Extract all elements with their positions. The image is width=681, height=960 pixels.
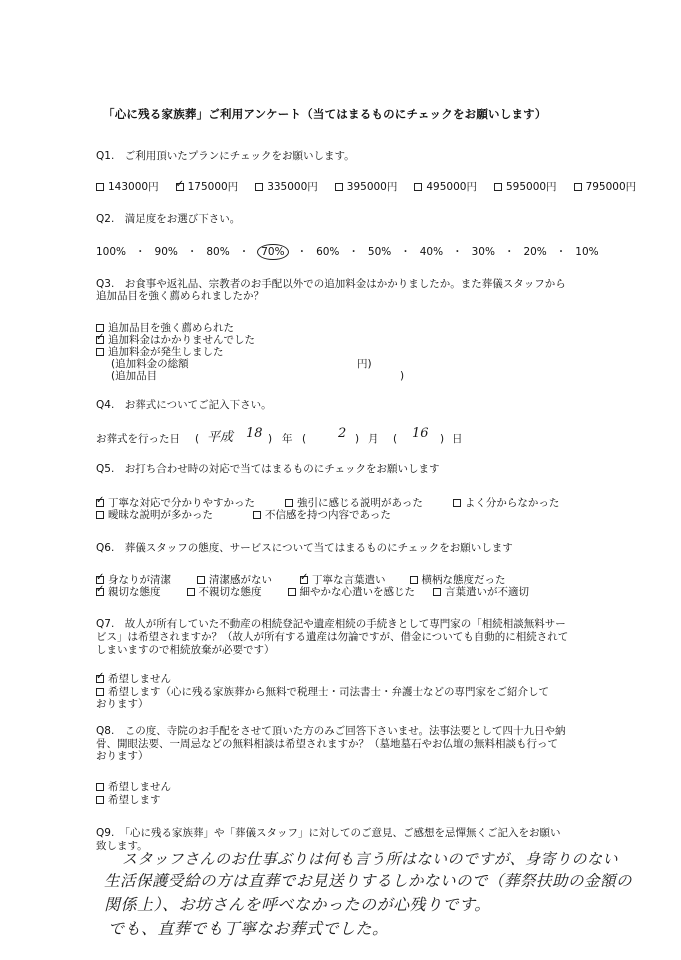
q8-option-2-label: 希望します bbox=[108, 794, 161, 806]
q2-scale-value[interactable]: 30% bbox=[471, 246, 495, 258]
q9-answer-line-4: でも、直葬でも丁寧なお葬式でした。 bbox=[108, 919, 389, 938]
q4-paren-close-1: ) bbox=[268, 433, 273, 445]
q9-question-line-2: 致します。 bbox=[96, 840, 148, 852]
q4-day-unit: 日 bbox=[452, 433, 463, 445]
checkbox[interactable] bbox=[253, 511, 261, 519]
checkbox-option[interactable] bbox=[253, 509, 391, 521]
checkbox-option[interactable] bbox=[96, 181, 159, 193]
checkbox[interactable] bbox=[453, 499, 461, 507]
q8-question-line-2: 骨、開眼法要、一周忌などの無料相談は希望されますか？（墓地墓石やお仏壇の無料相談も行って bbox=[96, 738, 558, 750]
checkbox-label: よく分からなかった bbox=[464, 497, 560, 509]
checkbox-label: 強引に感じる説明があった bbox=[297, 497, 423, 509]
q6-question: Q6. 葬儀スタッフの態度、サービスについて当てはまるものにチェックをお願いします bbox=[96, 542, 513, 554]
checkbox-label: 395000円 bbox=[346, 181, 398, 193]
q2-scale-separator: ・ bbox=[348, 246, 359, 258]
q4-paren-close-3: ) bbox=[440, 433, 445, 445]
q9-question-line-1: Q9. 「心に残る家族葬」や「葬儀スタッフ」に対してのご意見、ご感想を忌憚無くご記入をお願い bbox=[96, 827, 561, 839]
q7-question-line-3: しまいますので相続放棄が必要です） bbox=[96, 644, 275, 656]
checkbox-option[interactable] bbox=[285, 497, 423, 509]
checkbox[interactable] bbox=[255, 183, 263, 191]
checkbox-label: 丁寧な言葉遣い bbox=[312, 574, 386, 586]
checkbox[interactable] bbox=[96, 495, 105, 507]
checkbox[interactable] bbox=[494, 183, 502, 191]
checkbox-option[interactable] bbox=[494, 181, 557, 193]
checkbox[interactable] bbox=[300, 572, 309, 584]
q2-scale-value[interactable]: 60% bbox=[316, 246, 340, 258]
q4-era: 平成 bbox=[207, 430, 234, 445]
q4-month-unit: 月 bbox=[368, 433, 379, 445]
q7-question-line-2: ビス」は希望されますか？（故人が所有する遺産は勿論ですが、借金についても自動的に相続されて bbox=[96, 631, 569, 643]
checkbox[interactable] bbox=[187, 588, 195, 596]
checkbox-label: 言葉遣いが不適切 bbox=[445, 586, 529, 598]
check-mark-icon: ✓ bbox=[300, 572, 309, 583]
q7-option-1[interactable] bbox=[96, 673, 171, 685]
checkbox-option[interactable] bbox=[574, 181, 637, 193]
checkbox[interactable] bbox=[96, 783, 104, 791]
checkbox-option[interactable] bbox=[414, 181, 477, 193]
checkbox-label: 追加品目を強く薦められた bbox=[108, 322, 234, 334]
checkbox-label: 追加料金が発生しました bbox=[108, 346, 224, 358]
q4-paren-open-3: ( bbox=[393, 433, 398, 445]
q2-scale-value[interactable]: 40% bbox=[419, 246, 444, 258]
q5-question: Q5. お打ち合わせ時の対応で当てはまるものにチェックをお願いします bbox=[96, 463, 440, 475]
checkbox[interactable] bbox=[96, 584, 105, 596]
q2-scale-value[interactable]: 80% bbox=[206, 246, 230, 258]
checkbox-label: 追加料金はかかりませんでした bbox=[108, 334, 255, 346]
checkbox[interactable] bbox=[335, 183, 343, 191]
checkbox[interactable] bbox=[96, 332, 105, 344]
q4-paren-open-2: ( bbox=[302, 433, 307, 445]
check-mark-icon: ✓ bbox=[96, 671, 105, 682]
q2-scale-separator: ・ bbox=[400, 246, 411, 258]
q9-answer-line-3: 関係上）、お坊さんを呼べなかったのが心残りです。 bbox=[104, 895, 491, 914]
q4-year-unit: 年 bbox=[282, 433, 293, 445]
checkbox-label: 丁寧な対応で分かりやすかった bbox=[108, 497, 255, 509]
q4-date-label: お葬式を行った日 bbox=[96, 433, 180, 445]
q2-scale-separator: ・ bbox=[503, 246, 515, 258]
checkbox-label: 175000円 bbox=[187, 181, 239, 193]
q1-options bbox=[96, 181, 653, 193]
checkbox-option[interactable] bbox=[197, 574, 272, 586]
check-mark-icon: ✓ bbox=[175, 179, 184, 190]
q2-scale-separator: ・ bbox=[135, 246, 146, 258]
q3-option bbox=[96, 346, 255, 358]
checkbox[interactable] bbox=[574, 183, 582, 191]
q7-option-2-label: 希望します（心に残る家族葬から無料で税理士・司法書士・弁護士などの専門家をご紹介して bbox=[108, 686, 549, 698]
q2-scale-separator: ・ bbox=[238, 246, 250, 258]
q2-scale-value[interactable]: 50% bbox=[367, 246, 392, 258]
q6-row-1 bbox=[96, 574, 506, 586]
q9-answer-line-2: 生活保護受給の方は直葬でお見送りするしかないので（葬祭扶助の金額の bbox=[104, 872, 633, 890]
checkbox-label: 143000円 bbox=[108, 181, 159, 193]
checkbox[interactable] bbox=[288, 588, 296, 596]
q3-total-suffix: 円) bbox=[357, 358, 372, 370]
q8-option-1[interactable] bbox=[96, 781, 171, 793]
checkbox-label: 横柄な態度だった bbox=[421, 574, 506, 586]
q4-year: 18 bbox=[246, 426, 263, 441]
q2-scale-separator: ・ bbox=[555, 246, 567, 258]
checkbox[interactable] bbox=[96, 183, 104, 191]
checkbox-option[interactable] bbox=[255, 181, 318, 193]
checkbox-option[interactable] bbox=[96, 322, 234, 334]
checkbox-label: 不親切な態度 bbox=[198, 586, 262, 598]
q2-scale bbox=[96, 246, 599, 258]
checkbox-label: 親切な態度 bbox=[108, 586, 161, 598]
q7-option-2-line-2: おります） bbox=[96, 698, 149, 710]
q3-items-label: (追加品目 bbox=[111, 370, 158, 382]
q8-question-line-3: おります） bbox=[96, 750, 149, 762]
q7-option-2[interactable] bbox=[96, 686, 549, 698]
checkbox[interactable] bbox=[285, 499, 293, 507]
q2-scale-value[interactable]: 90% bbox=[154, 246, 178, 258]
q9-answer-line-1: スタッフさんのお仕事ぶりは何も言う所はないのですが、身寄りのない bbox=[122, 850, 619, 868]
q8-option-1-label: 希望しません bbox=[108, 781, 171, 793]
q3-option bbox=[96, 334, 255, 346]
checkbox-option[interactable] bbox=[176, 181, 239, 193]
q3-option bbox=[96, 322, 255, 334]
q4-question: Q4. お葬式についてご記入下さい。 bbox=[96, 399, 272, 411]
q4-day: 16 bbox=[412, 426, 429, 441]
q4-paren-open-1: ( bbox=[195, 433, 200, 445]
checkbox[interactable] bbox=[414, 183, 422, 191]
q3-question-line-2: 追加品目を強く薦められましたか？ bbox=[96, 290, 264, 302]
checkbox[interactable] bbox=[96, 796, 104, 804]
survey-title: 「心に残る家族葬」ご利用アンケート（当てはまるものにチェックをお願いします） bbox=[103, 107, 547, 121]
q3-options bbox=[96, 322, 255, 358]
checkbox[interactable] bbox=[96, 688, 104, 696]
q8-option-2[interactable] bbox=[96, 794, 161, 806]
checkbox[interactable] bbox=[410, 576, 418, 584]
q2-scale-value[interactable]: 70% bbox=[257, 244, 288, 260]
checkbox[interactable] bbox=[96, 511, 104, 519]
q3-question-line-1: Q3. お食事や返礼品、宗教者のお手配以外での追加料金はかかりましたか。また葬儀スタッフから bbox=[96, 278, 566, 290]
checkbox-label: 495000円 bbox=[426, 181, 477, 193]
checkbox-option[interactable] bbox=[96, 346, 224, 358]
q6-row-2 bbox=[96, 586, 529, 598]
checkbox[interactable] bbox=[197, 576, 205, 584]
check-mark-icon: ✓ bbox=[96, 495, 105, 506]
checkbox-label: 清潔感がない bbox=[209, 574, 272, 586]
check-mark-icon: ✓ bbox=[96, 584, 105, 595]
q5-row-2 bbox=[96, 509, 431, 521]
checkbox-option[interactable] bbox=[96, 497, 255, 509]
q2-scale-value[interactable]: 20% bbox=[523, 246, 547, 258]
checkbox-label: 795000円 bbox=[585, 181, 637, 193]
checkbox-option[interactable] bbox=[410, 574, 506, 586]
q7-question-line-1: Q7. 故人が所有していた不動産の相続登記や遺産相続の手続きとして専門家の「相続相談無料サー bbox=[96, 618, 566, 630]
q8-question-line-1: Q8. この度、寺院のお手配をさせて頂いた方のみご回答下さいませ。法事法要として四十九日や納 bbox=[96, 725, 566, 737]
checkbox[interactable] bbox=[433, 588, 441, 596]
checkbox-label: 曖昧な説明が多かった bbox=[108, 509, 213, 521]
check-mark-icon: ✓ bbox=[96, 572, 105, 583]
q3-total-label: (追加料金の総額 bbox=[111, 358, 189, 370]
q2-scale-separator: ・ bbox=[296, 246, 308, 258]
checkbox-label: 身なりが清潔 bbox=[108, 574, 171, 586]
check-mark-icon: ✓ bbox=[96, 332, 105, 343]
checkbox-label: 不信感を持つ内容であった bbox=[265, 509, 391, 521]
checkbox-option[interactable] bbox=[453, 497, 560, 509]
q5-row-1 bbox=[96, 497, 589, 509]
checkbox[interactable] bbox=[175, 179, 184, 191]
q2-scale-separator: ・ bbox=[186, 246, 198, 258]
checkbox-label: 細やかな心遣いを感じた bbox=[299, 586, 415, 598]
q4-month: 2 bbox=[338, 426, 347, 441]
checkbox-option[interactable] bbox=[96, 509, 213, 521]
q3-items-suffix: ) bbox=[400, 370, 405, 382]
checkbox-label: 335000円 bbox=[267, 181, 318, 193]
checkbox-option[interactable] bbox=[96, 334, 255, 346]
checkbox[interactable] bbox=[96, 671, 105, 683]
q1-question: Q1. ご利用頂いたプランにチェックをお願いします。 bbox=[96, 150, 355, 162]
checkbox-option[interactable] bbox=[96, 586, 161, 598]
q2-scale-separator: ・ bbox=[452, 246, 463, 258]
q7-option-1-label: 希望しません bbox=[108, 673, 171, 685]
q2-question: Q2. 満足度をお選び下さい。 bbox=[96, 213, 241, 225]
q4-paren-close-2: ) bbox=[355, 433, 360, 445]
checkbox-label: 595000円 bbox=[505, 181, 557, 193]
q2-scale-value[interactable]: 100% bbox=[96, 246, 127, 258]
q2-scale-value[interactable]: 10% bbox=[575, 246, 599, 258]
checkbox-option[interactable] bbox=[288, 586, 416, 598]
checkbox-option[interactable] bbox=[96, 574, 171, 586]
checkbox[interactable] bbox=[96, 572, 105, 584]
checkbox-option[interactable] bbox=[187, 586, 262, 598]
checkbox[interactable] bbox=[96, 324, 104, 332]
checkbox-option[interactable] bbox=[335, 181, 398, 193]
checkbox-option[interactable] bbox=[300, 574, 386, 586]
checkbox-option[interactable] bbox=[433, 586, 529, 598]
checkbox[interactable] bbox=[96, 348, 104, 356]
